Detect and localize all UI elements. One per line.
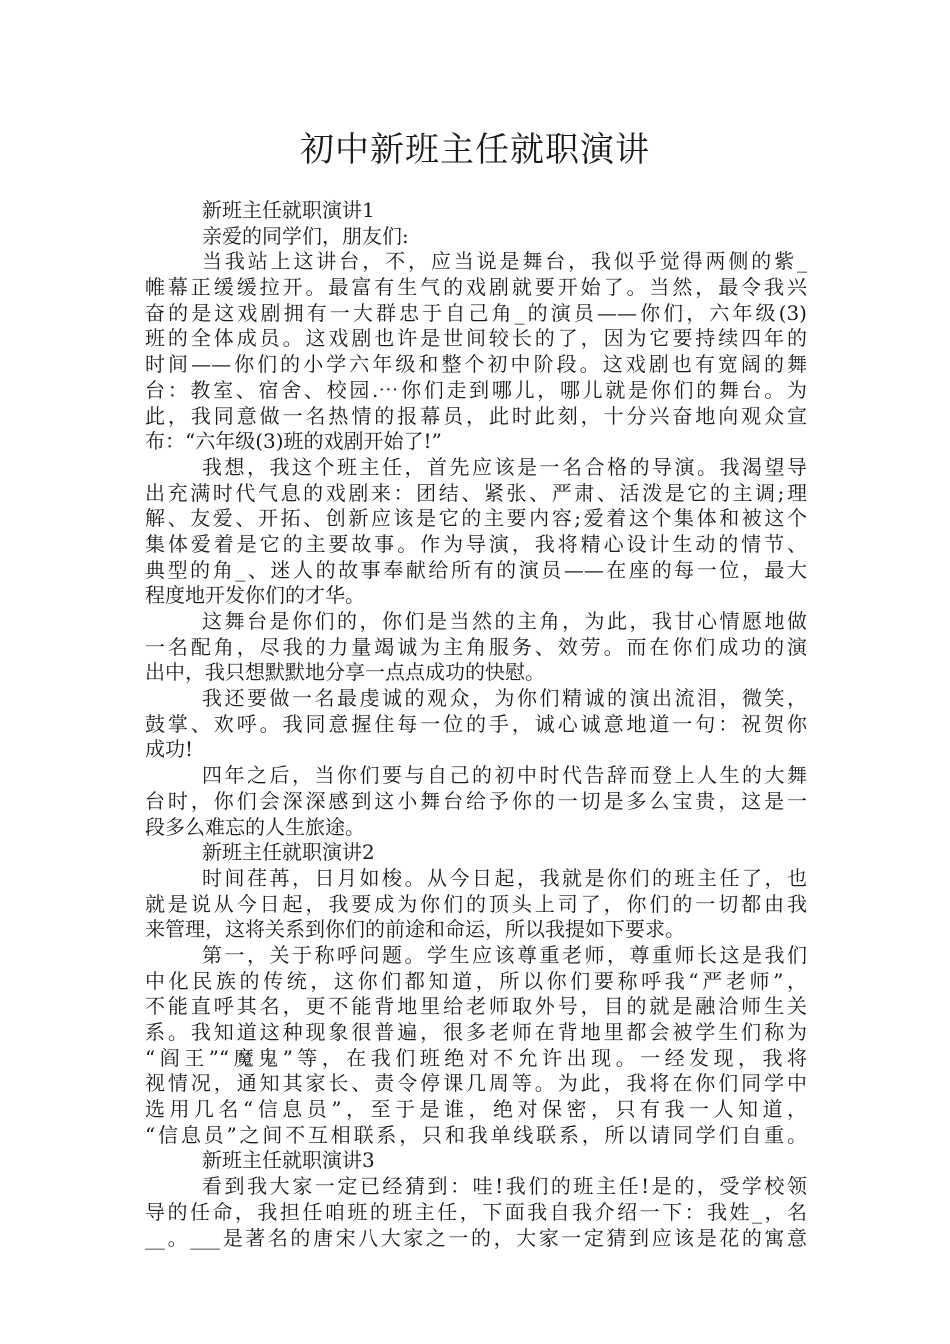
document-title: 初中新班主任就职演讲 [300, 130, 650, 170]
text-line: 导的任命，我担任咱班的班主任，下面我自我介绍一下：我姓_，名 [145, 1199, 807, 1224]
text-line: 我想，我这个班主任，首先应该是一名合格的导演。我渴望导 [202, 454, 807, 479]
text-line: 此，我同意做一名热情的报幕员，此时此刻，十分兴奋地向观众宣 [145, 403, 807, 428]
text-line: 出中，我只想默默地分享一点点成功的快慰。 [145, 660, 545, 685]
text-line: 段多么难忘的人生旅途。 [145, 814, 365, 839]
text-line: 系。我知道这种现象很普遍，很多老师在背地里都会被学生们称为 [145, 1020, 807, 1044]
document-body [145, 198, 807, 1251]
text-line: 时间荏苒，日月如梭。从今日起，我就是你们的班主任了，也 [202, 865, 807, 890]
text-line: 视情况，通知其家长、责令停课几周等。为此，我将在你们同学中 [145, 1071, 807, 1096]
text-line: 出充满时代气息的戏剧来：团结、紧张、严肃、活泼是它的主调;理 [145, 480, 807, 505]
text-line: 帷幕正缓缓拉开。最富有生气的戏剧就要开始了。当然，最令我兴 [145, 275, 807, 300]
text-line: 布：“六年级(3)班的戏剧开始了!” [145, 429, 442, 454]
text-line: 解、友爱、开拓、创新应该是它的主要内容;爱着这个集体和被这个 [145, 506, 807, 531]
text-line: 新班主任就职演讲2 [202, 840, 375, 865]
text-line: 一名配角，尽我的力量竭诚为主角服务、效劳。而在你们成功的演 [145, 634, 807, 659]
text-line: 第一，关于称呼问题。学生应该尊重老师，尊重师长这是我们 [202, 942, 807, 967]
text-line: 亲爱的同学们，朋友们: [202, 223, 409, 248]
text-line: 奋的是这戏剧拥有一大群忠于自己角_的演员——你们，六年级(3) [145, 300, 807, 325]
text-line: 就是说从今日起，我要成为你们的顶头上司了，你们的一切都由我 [145, 891, 807, 916]
text-line: 新班主任就职演讲1 [202, 198, 375, 222]
text-line: 新班主任就职演讲3 [202, 1148, 375, 1173]
text-line: 程度地开发你们的才华。 [145, 583, 365, 608]
text-line: “阎王”“魔鬼”等，在我们班绝对不允许出现。一经发现，我将 [145, 1045, 807, 1070]
text-line: 当我站上这讲台，不，应当说是舞台，我似乎觉得两侧的紫_ [202, 249, 807, 274]
text-line: 成功! [145, 737, 194, 762]
text-line: 台时，你们会深深感到这小舞台给予你的一切是多么宝贵，这是一 [145, 788, 807, 813]
text-line: 中化民族的传统，这你们都知道，所以你们要称呼我“严老师”， [145, 968, 807, 993]
text-line: 不能直呼其名，更不能背地里给老师取外号，目的就是融洽师生关 [145, 994, 807, 1019]
text-line: 四年之后，当你们要与自己的初中时代告辞而登上人生的大舞 [202, 763, 807, 788]
text-line: 时间——你们的小学六年级和整个初中阶段。这戏剧也有宽阔的舞 [145, 352, 807, 377]
text-line: 我还要做一名最虔诚的观众，为你们精诚的演出流泪，微笑， [202, 686, 807, 711]
text-line: “信息员”之间不互相联系，只和我单线联系，所以请同学们自重。 [145, 1122, 807, 1147]
text-line: 班的全体成员。这戏剧也许是世间较长的了，因为它要持续四年的 [145, 326, 807, 351]
text-line: 选用几名“信息员”，至于是谁，绝对保密，只有我一人知道， [145, 1097, 807, 1122]
text-line: 鼓掌、欢呼。我同意握住每一位的手，诚心诚意地道一句：祝贺你 [145, 711, 807, 736]
text-line: 这舞台是你们的，你们是当然的主角，为此，我甘心情愿地做 [202, 609, 807, 633]
text-line: 看到我大家一定已经猜到：哇!我们的班主任!是的，受学校领 [202, 1174, 807, 1199]
text-line: 集体爱着是它的主要故事。作为导演，我将精心设计生动的情节、 [145, 531, 807, 556]
text-line: 来管理，这将关系到你们的前途和命运，所以我提如下要求。 [145, 917, 685, 942]
text-line: __。___是著名的唐宋八大家之一的，大家一定猜到应该是花的寓意 [145, 1225, 807, 1250]
text-line: 台：教室、宿舍、校园.⋯你们走到哪儿，哪儿就是你们的舞台。为 [145, 377, 807, 402]
text-line: 典型的角_、迷人的故事奉献给所有的演员——在座的每一位，最大 [145, 557, 807, 582]
